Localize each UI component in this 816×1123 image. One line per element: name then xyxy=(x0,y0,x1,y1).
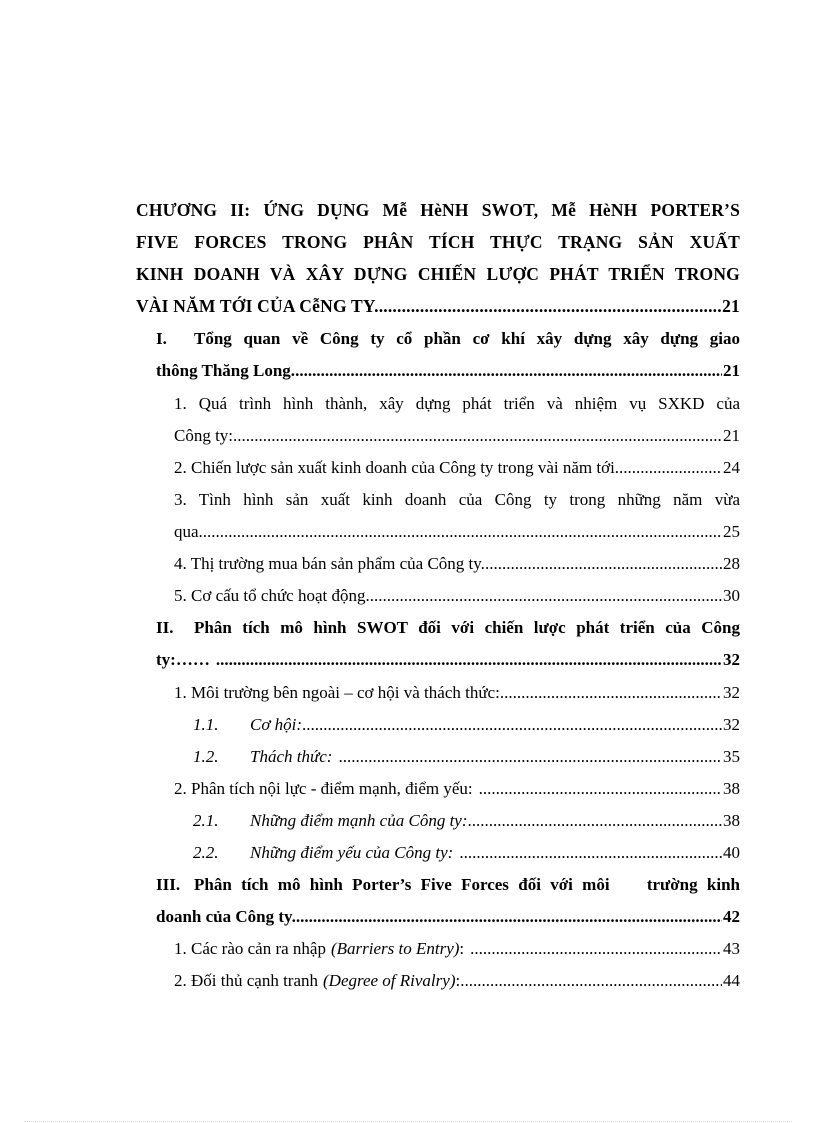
toc-item-text: 5. Cơ cấu tổ chức hoạt động. xyxy=(174,586,370,605)
toc-item-1-1[interactable] xyxy=(174,426,740,446)
chapter-title-line-3 xyxy=(136,264,740,285)
toc-item-text: 3. Tình hình sản xuất kinh doanh của Công ty trong những năm vừa xyxy=(174,490,740,509)
toc-item-text: Những điểm mạnh của Công ty: xyxy=(250,811,468,830)
leader-dots xyxy=(207,522,722,542)
toc-item-2-2-2[interactable] xyxy=(193,843,740,863)
toc-item-2-2[interactable] xyxy=(174,779,740,799)
toc-item-text: Thách thức: xyxy=(250,747,333,766)
subitem-number: 2.1. xyxy=(193,811,219,830)
chapter-title-text-2: FIVE FORCES TRONG PHÂN TÍCH THỰC TRẠNG SẢN XUẤT xyxy=(136,232,740,252)
toc-item-italic-text: (Barriers to Entry) xyxy=(330,939,460,958)
toc-item-1-3-line-1[interactable] xyxy=(174,490,740,510)
toc-item-text: Công ty: xyxy=(174,426,234,445)
toc-item-3-2[interactable] xyxy=(174,971,740,991)
toc-item-2-2-1[interactable] xyxy=(193,811,740,831)
section-2-heading[interactable] xyxy=(156,618,740,638)
leader-dots xyxy=(619,458,722,478)
leader-dots xyxy=(468,811,723,831)
toc-item-1-3[interactable] xyxy=(174,522,740,542)
section-2-entry[interactable] xyxy=(156,650,740,670)
toc-item-2-1[interactable] xyxy=(174,683,740,703)
toc-item-1-1-line-1[interactable] xyxy=(174,394,740,414)
toc-item-text: 2. Chiến lược sản xuất kinh doanh của Công ty trong vài năm tới. xyxy=(174,458,620,477)
section-number: III. xyxy=(156,875,181,894)
toc-item-2-1-1[interactable] xyxy=(193,715,740,735)
section-3-heading[interactable] xyxy=(156,875,740,895)
section-number: II. xyxy=(156,618,174,637)
leader-dots xyxy=(479,779,722,799)
toc-item-colon: : xyxy=(459,939,465,958)
page-number: 25 xyxy=(723,522,740,541)
subitem-number: 2.2. xyxy=(193,843,219,862)
page-number: 38 xyxy=(723,779,740,798)
toc-item-3-1[interactable] xyxy=(174,939,740,959)
page-number: 42 xyxy=(723,907,740,926)
leader-dots xyxy=(485,554,722,574)
page-number: 32 xyxy=(723,650,740,669)
toc-item-text: Cơ hội: xyxy=(250,715,303,734)
section-title-text: doanh của Công ty. xyxy=(156,907,296,926)
toc-item-1-4[interactable] xyxy=(174,554,740,574)
leader-dots xyxy=(500,683,722,703)
page-number: 32 xyxy=(723,683,740,702)
page-number: 35 xyxy=(723,747,740,766)
toc-item-text: 2. Đối thủ cạnh tranh xyxy=(174,971,318,990)
subitem-number: 1.1. xyxy=(193,715,219,734)
page-number: 24 xyxy=(723,458,740,477)
toc-item-text: 1. Các rào cản ra nhập xyxy=(174,939,326,958)
chapter-title-text-4: VÀI NĂM TỚI CỦA CễNG TY. xyxy=(136,296,379,316)
page-number: 28 xyxy=(723,554,740,573)
leader-dots xyxy=(460,971,722,991)
section-title-text: thông Thăng Long. xyxy=(156,361,296,380)
leader-dots xyxy=(302,715,722,735)
leader-dots xyxy=(216,650,722,670)
toc-item-text: 4. Thị trường mua bán sản phẩm của Công ty. xyxy=(174,554,485,573)
page-number: 21 xyxy=(723,426,740,445)
page-number: 40 xyxy=(723,843,740,862)
section-1-heading[interactable] xyxy=(156,329,740,349)
toc-item-text: qua.. xyxy=(174,522,208,541)
toc-item-text: 2. Phân tích nội lực - điểm mạnh, điểm yếu: xyxy=(174,779,473,798)
toc-item-italic-text: (Degree of Rivalry) xyxy=(323,971,456,990)
page-number: 38 xyxy=(723,811,740,830)
page-number: 43 xyxy=(723,939,740,958)
section-number: I. xyxy=(156,329,167,348)
page-number: 32 xyxy=(723,715,740,734)
section-title-text: Phân tích mô hình Porter’s Five Forces đối với môi trường kinh xyxy=(194,875,740,894)
page-number: 44 xyxy=(723,971,740,990)
section-title-text: ty:…… xyxy=(156,650,210,669)
chapter-title-text-1: CHƯƠNG II: ỨNG DỤNG Mễ HèNH SWOT, Mễ HèNH PORTER’S xyxy=(136,200,740,220)
section-title-text: Phân tích mô hình SWOT đối với chiến lược phát triển của Công xyxy=(194,618,740,637)
subitem-number: 1.2. xyxy=(193,747,219,766)
page-number: 30 xyxy=(723,586,740,605)
toc-item-1-2[interactable] xyxy=(174,458,740,478)
toc-item-1-5[interactable] xyxy=(174,586,740,606)
leader-dots xyxy=(370,586,722,606)
chapter-title-line-1 xyxy=(136,200,740,221)
page-number: 21 xyxy=(722,296,740,316)
toc-item-text: 1. Quá trình hình thành, xây dựng phát triển và nhiệm vụ SXKD của xyxy=(174,394,740,413)
page-bottom-rule xyxy=(24,1121,792,1122)
toc-item-colon: : xyxy=(455,971,461,990)
toc-item-2-1-2[interactable] xyxy=(193,747,740,767)
leader-dots xyxy=(338,747,722,767)
page-number: 21 xyxy=(723,361,740,380)
toc-item-text: 1. Môi trường bên ngoài – cơ hội và thách thức: xyxy=(174,683,500,702)
chapter-entry[interactable] xyxy=(136,296,740,317)
toc-item-text: Những điểm yếu của Công ty: xyxy=(250,843,454,862)
leader-dots xyxy=(470,939,722,959)
chapter-title-text-3: KINH DOANH VÀ XÂY DỰNG CHIẾN LƯỢC PHÁT TRIỂN TRONG xyxy=(136,264,740,284)
leader-dots xyxy=(296,907,722,927)
leader-dots xyxy=(295,361,722,381)
leader-dots xyxy=(233,426,722,446)
section-3-entry[interactable] xyxy=(156,907,740,927)
leader-dots xyxy=(379,296,721,317)
chapter-title-line-2 xyxy=(136,232,740,253)
section-1-entry[interactable] xyxy=(156,361,740,381)
leader-dots xyxy=(459,843,722,863)
section-title-text: Tổng quan về Công ty cổ phần cơ khí xây dựng xây dựng giao xyxy=(194,329,740,348)
